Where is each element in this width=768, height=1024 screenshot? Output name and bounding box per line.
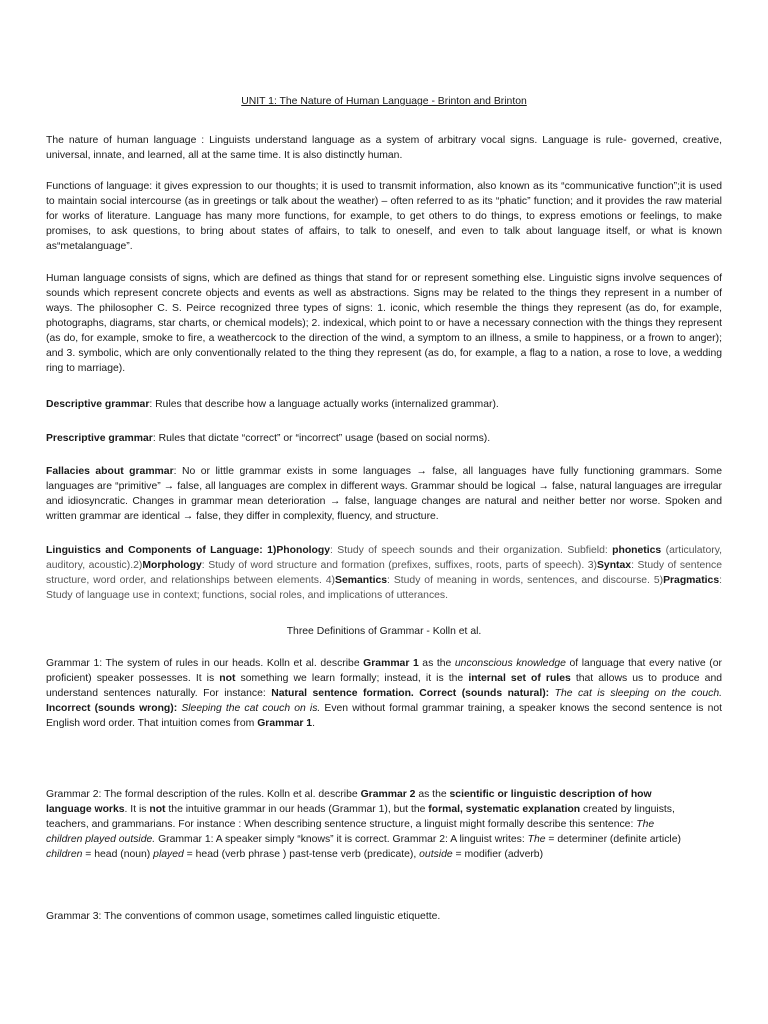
term-phonology: Phonology — [276, 545, 331, 556]
paragraph-prescriptive-grammar: Prescriptive grammar: Rules that dictate “correct” or “incorrect” usage (based on social norms). — [46, 433, 491, 444]
term-pragmatics: Pragmatics — [663, 575, 720, 586]
page-title: UNIT 1: The Nature of Human Language - Brinton and Brinton — [241, 96, 527, 107]
term-fallacies-about-grammar: Fallacies about grammar — [46, 466, 174, 477]
term-prescriptive-grammar: Prescriptive grammar — [46, 433, 153, 444]
paragraph-functions-of-language: Functions of language: it gives expression to our thoughts; it is used to transmit information, also known as its “communicative function”;it is used to maintain social intercourse (as in greetings or talk about the weather) – often referred to as its “phatic” function; and it provides the raw material for works of literature. Language has many more functions, for example, to get others to do things, to express emotions or feelings, to make promises, to ask questions, to bring about states of affairs, to talk to oneself, and even to talk about language itself, or what is known as“metalanguage”. — [46, 181, 722, 252]
term-linguistics-components: Linguistics and Components of Language: 1) — [46, 545, 277, 556]
paragraph-fallacies-about-grammar: Fallacies about grammar: No or little grammar exists in some languages → false, all languages have fully functioning grammars. Some languages are “primitive” → false, all languages are complex in different ways. Grammar should be logical → false, natural languages are irregular and idiosyncratic. Changes in grammar mean deterioration → false, language changes are natural and neither better nor worse. Spoken and written grammar are identical → false, they differ in complexity, fluency, and structure. — [46, 466, 722, 522]
term-semantics: Semantics — [335, 575, 388, 586]
paragraph-descriptive-grammar: Descriptive grammar: Rules that describe how a language actually works (internalized grammar). — [46, 399, 499, 410]
paragraph-grammar-1: Grammar 1: The system of rules in our heads. Kolln et al. describe Grammar 1 as the unconscious knowledge of language that every native (or proficient) speaker possesses. It is not something we learn formally; instead, it is the internal set of rules that allows us to produce and understand sentences naturally. For instance: Natural sentence formation. Correct (sounds natural): The cat is sleeping on the couch. Incorrect (sounds wrong): Sleeping the cat couch on is. Even without formal grammar training, a speaker knows the second sentence is not English word order. That intuition comes from Grammar 1. — [46, 658, 723, 729]
paragraph-signs: Human language consists of signs, which are defined as things that stand for or represent something else. Linguistic signs involve sequences of sounds which represent concrete objects and events as well as abstractions. Signs may be related to the things they represent in a number of ways. The philosopher C. S. Peirce recognized three types of signs: 1. iconic, which resemble the things they represent (as do, for example, photographs, diagrams, star charts, or chemical models); 2. indexical, which point to or have a necessary connection with the things they represent (as do, for example, smoke to fire, a weathercock to the direction of the wind, a symptom to an illness, a smile to happiness, or a frown to anger); and 3. symbolic, which are only conventionally related to the thing they represent (as do, for example, a flag to a nation, a rose to love, a wedding ring to marriage). — [46, 273, 722, 374]
paragraph-grammar-2: Grammar 2: The formal description of the rules. Kolln et al. describe Grammar 2 as the scientific or linguistic description of how language works. It is not the intuitive grammar in our heads (Grammar 1), but the formal, systematic explanation created by linguists, teachers, and grammarians. For instance : When describing sentence structure, a linguist might formally describe this sentence: The children played outside. Grammar 1: A speaker simply “knows” it is correct. Grammar 2: A linguist writes: The = determiner (definite article) children = head (noun) played = head (verb phrase ) past-tense verb (predicate), outside = modifier (adverb) — [46, 789, 681, 860]
paragraph-nature-of-language: The nature of human language : Linguists understand language as a system of arbitrary vocal signs. Language is rule- governed, creative, universal, innate, and learned, all at the same time. It is also distinctly human. — [46, 135, 722, 161]
term-syntax: Syntax — [597, 560, 632, 571]
paragraph-grammar-3: Grammar 3: The conventions of common usage, sometimes called linguistic etiquette. — [46, 911, 441, 922]
term-morphology: Morphology — [142, 560, 202, 571]
section-subtitle: Three Definitions of Grammar - Kolln et al. — [286, 626, 482, 637]
term-descriptive-grammar: Descriptive grammar — [46, 399, 150, 410]
term-phonetics: phonetics — [612, 545, 662, 556]
paragraph-components-of-language: Linguistics and Components of Language: 1)Phonology: Study of speech sounds and their organization. Subfield: phonetics (articulatory, auditory, acoustic).2)Morphology: Study of word structure and formation (prefixes, suffixes, roots, parts of speech). 3)Syntax: Study of sentence structure, word order, and relationships between elements. 4)Semantics: Study of meaning in words, sentences, and discourse. 5)Pragmatics: Study of language use in context; functions, social roles, and implications of utterances. — [46, 545, 722, 601]
